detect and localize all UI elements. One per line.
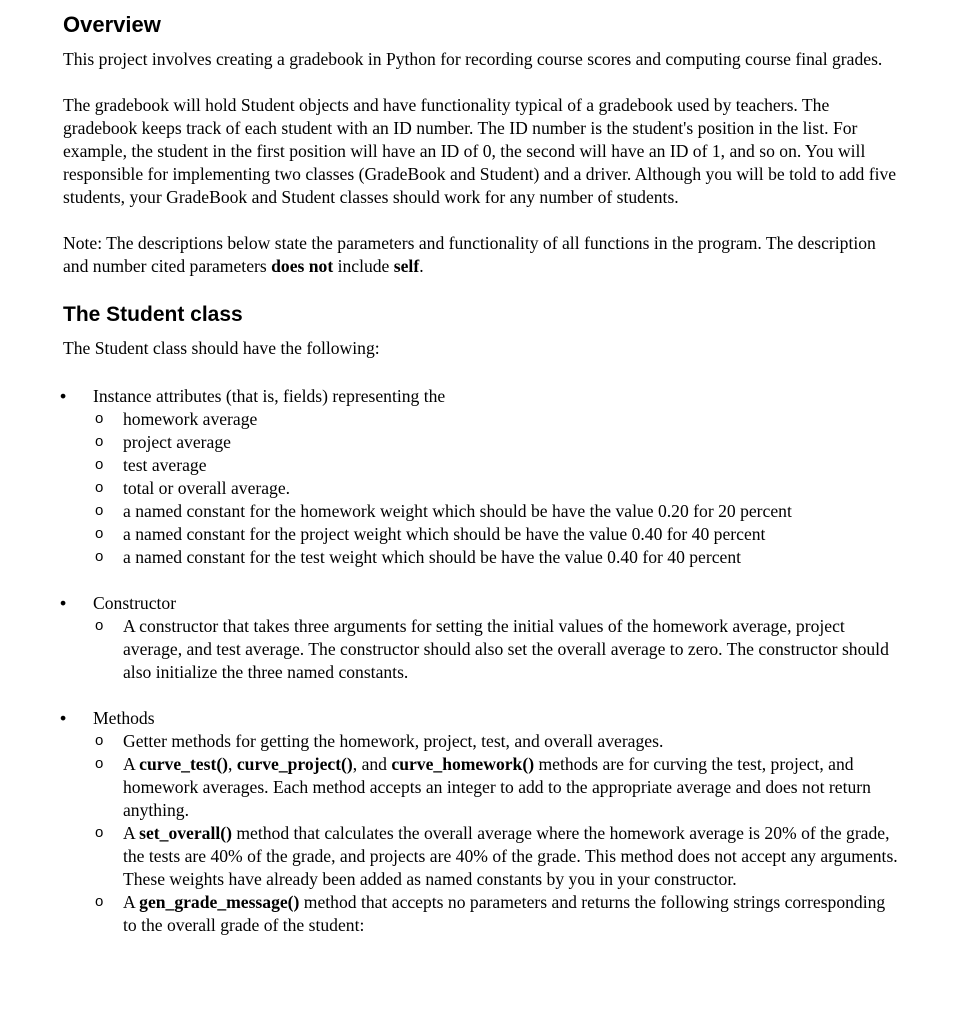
text: , [228, 754, 237, 774]
list-item: o a named constant for the homework weight which should be have the value 0.20 for 20 percent [93, 500, 903, 523]
list-item: o project average [93, 431, 903, 454]
note-text: include [333, 256, 394, 276]
text: method that calculates the overall average where the homework average is 20% of the grade, the tests are 40% of the grade, and projects are 40% of the grade. This method does not accept any arguments. These weights have already been added as named constants by you in your constructor. [123, 823, 898, 889]
note-paragraph [63, 232, 903, 278]
text: , and [352, 754, 392, 774]
list-item: o A constructor that takes three arguments for setting the initial values of the homework average, project average, and test average. The constructor should also set the overall average to zero. The constructor should also initialize the three named constants. [93, 615, 903, 684]
text: A [123, 892, 140, 912]
methods-sublist [93, 730, 903, 937]
text: methods are for curving the test, project, and homework averages. Each method accepts an integer to add to the appropriate average and does not return anything. [123, 754, 871, 820]
methods-label: Methods [93, 708, 155, 728]
attributes-sublist [93, 408, 903, 569]
list-item-getters: o Getter methods for getting the homework, project, test, and overall averages. [93, 730, 903, 753]
list-item: o total or overall average. [93, 477, 903, 500]
student-intro: The Student class should have the following: [63, 338, 380, 358]
note-text: Note: The descriptions below state the parameters and functionality of all functions in the program. The description and number cited parameters [63, 233, 876, 276]
list-item: o homework average [93, 408, 903, 431]
list-item: o test average [93, 454, 903, 477]
text: method that accepts no parameters and returns the following strings corresponding to the overall grade of the student: [123, 892, 886, 935]
note-text: . [419, 256, 424, 276]
list-item: o a named constant for the project weight which should be have the value 0.40 for 40 percent [93, 523, 903, 546]
method-name: curve_test() [139, 754, 229, 774]
list-item-attributes [63, 385, 903, 569]
list-item-methods [63, 707, 903, 937]
list-item-set-overall [93, 822, 903, 891]
note-bold-does-not: does not [271, 256, 334, 276]
text: A [123, 823, 140, 843]
list-item-gen-grade-message [93, 891, 903, 937]
list-item: o a named constant for the test weight which should be have the value 0.40 for 40 percent [93, 546, 903, 569]
student-class-heading: The Student class [63, 303, 243, 326]
method-name: curve_project() [236, 754, 353, 774]
student-requirements-list [63, 385, 903, 937]
overview-heading: Overview [63, 12, 161, 37]
overview-paragraph-1: This project involves creating a gradebook in Python for recording course scores and computing course final grades. [63, 49, 883, 69]
method-name: curve_homework() [391, 754, 535, 774]
overview-paragraph-2: The gradebook will hold Student objects and have functionality typical of a gradebook used by teachers. The gradebook keeps track of each student with an ID number. The ID number is the student's position in the list. For example, the student in the first position will have an ID of 0, the second will have an ID of 1, and so on. You will responsible for implementing two classes (GradeBook and Student) and a driver. Although you will be told to add five students, your GradeBook and Student classes should work for any number of students. [63, 95, 897, 207]
text: A [123, 754, 140, 774]
note-bold-self: self [393, 256, 420, 276]
list-item-constructor [63, 592, 903, 684]
list-item-curve [93, 753, 903, 822]
method-name: set_overall() [139, 823, 232, 843]
constructor-sublist [93, 615, 903, 684]
method-name: gen_grade_message() [139, 892, 300, 912]
constructor-label: Constructor [93, 593, 177, 613]
attributes-label: Instance attributes (that is, fields) representing the [93, 386, 446, 406]
